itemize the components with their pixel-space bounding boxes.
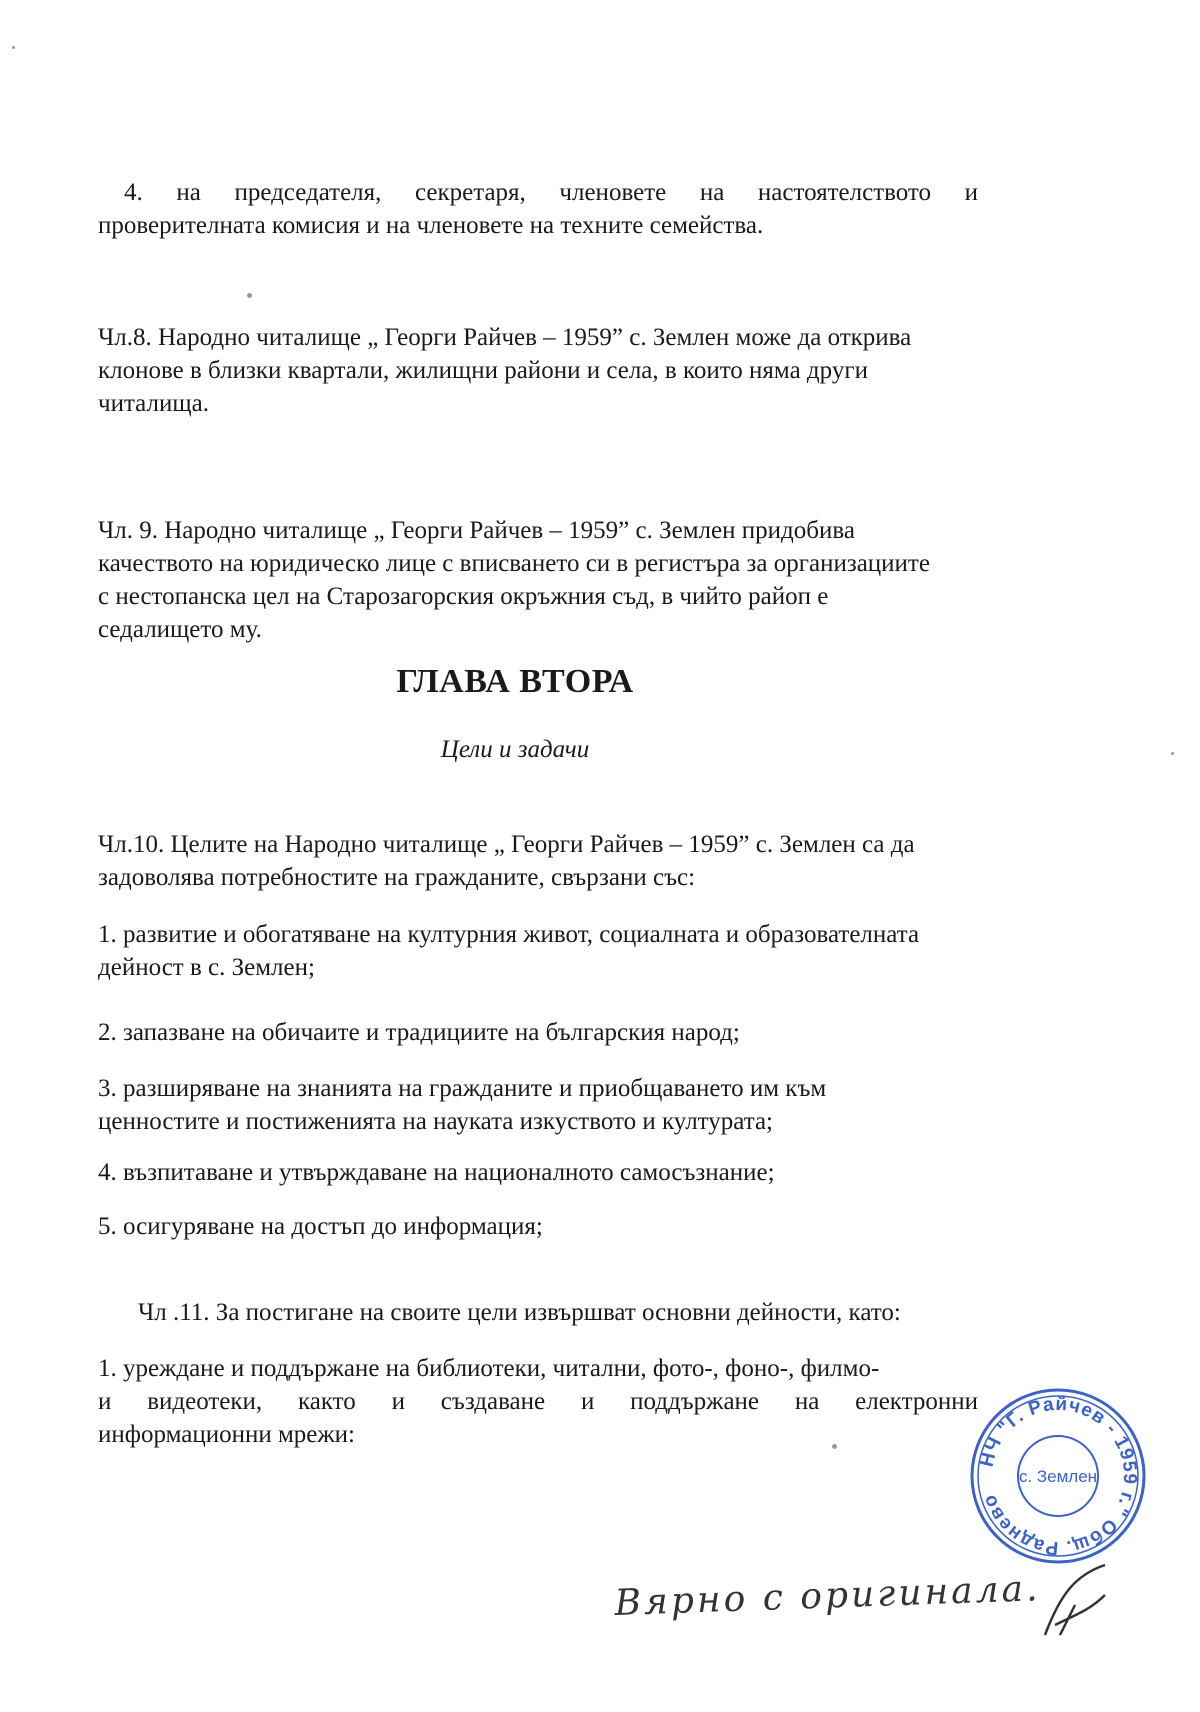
text-line: Чл.10. Целите на Народно читалище „ Георги Райчев – 1959” с. Землен са да <box>98 831 915 858</box>
signature-scribble <box>1045 1565 1105 1635</box>
text-line: 1. развитие и обогатяване на културния живот, социалната и образователната <box>98 921 920 948</box>
text-line: 3. разширяване на знанията на гражданите и приобщаването им към <box>98 1075 827 1102</box>
text-line: читалища. <box>98 390 209 417</box>
text-line: с нестопанска цел на Старозагорския окръжния съд, в чийто райоп е <box>98 583 829 610</box>
seal-outer-text: НЧ "Г. Райчев - 1959 г." Общ. Раднево <box>976 1393 1141 1559</box>
text-line: качеството на юридическо лице с вписването си в регистъра за организациите <box>98 550 930 577</box>
handwritten-signature <box>605 1555 1125 1650</box>
article-10 <box>98 828 978 894</box>
text-line: 4. на председателя, секретаря, членовете на настоятелството и <box>124 179 978 206</box>
chapter-subtitle: Цели и задачи <box>440 736 590 763</box>
text-line: 2. запазване на обичаите и традициите на българския народ; <box>98 1019 740 1046</box>
paragraph-item-4 <box>98 176 978 242</box>
article-9 <box>98 514 978 646</box>
scan-speck <box>12 46 15 49</box>
list-item <box>98 1352 978 1451</box>
article-8 <box>98 321 978 420</box>
text-line: проверителната комисия и на членовете на техните семейства. <box>98 212 764 239</box>
organization-seal <box>966 1384 1150 1568</box>
text-line: Чл .11. За постигане на своите цели извършват основни дейности, като: <box>138 1299 901 1326</box>
text-line: информационни мрежи: <box>98 1421 355 1448</box>
text-line: 1. уреждане и поддържане на библиотеки, читални, фото-, фоно-, филмо- <box>98 1355 880 1382</box>
text-line: ценностите и постиженията на науката изкуството и културата; <box>98 1108 773 1135</box>
text-line: седалището му. <box>98 616 262 643</box>
list-item <box>98 1072 978 1138</box>
text-line: клонове в близки квартали, жилищни райони и села, в които няма други <box>98 357 868 384</box>
text-line: и видеотеки, както и създаване и поддържане на електронни <box>98 1388 978 1415</box>
signature-text: Вярно с оригинала. <box>613 1568 1042 1624</box>
list-item <box>98 1016 978 1049</box>
chapter-title: ГЛАВА ВТОРА <box>396 663 634 700</box>
text-line: Чл.8. Народно читалище „ Георги Райчев – 1959” с. Землен може да открива <box>98 324 912 351</box>
seal-center-text: с. Землен <box>1018 1467 1098 1486</box>
list-item <box>98 1210 978 1243</box>
text-line: дейност в с. Землен; <box>98 954 315 981</box>
text-line: задоволява потребностите на гражданите, свързани със: <box>98 864 696 891</box>
article-11 <box>138 1296 1018 1329</box>
text-line: 5. осигуряване на достъп до информация; <box>98 1213 543 1240</box>
list-item <box>98 918 978 984</box>
scan-speck <box>247 293 252 298</box>
scan-speck <box>1171 752 1174 755</box>
text-line: Чл. 9. Народно читалище „ Георги Райчев – 1959” с. Землен придобива <box>98 517 855 544</box>
list-item <box>98 1156 978 1189</box>
text-line: 4. възпитаване и утвърждаване на националното самосъзнание; <box>98 1159 775 1186</box>
scan-speck <box>832 1444 837 1449</box>
